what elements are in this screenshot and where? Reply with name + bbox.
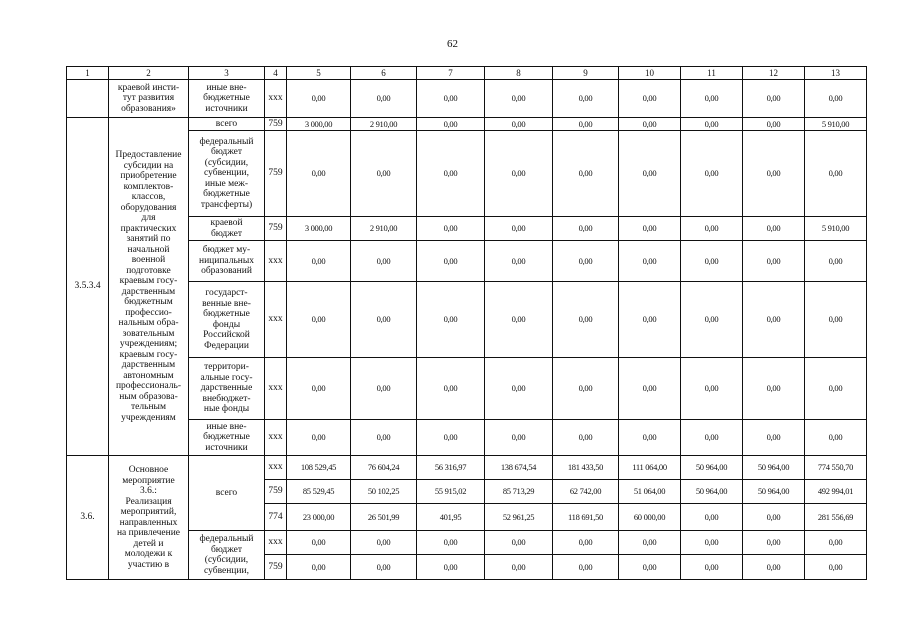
value-cell: 0,00 [681, 282, 743, 358]
value-cell: 0,00 [553, 118, 619, 131]
value-cell: 2 910,00 [351, 118, 417, 131]
table-row [67, 80, 867, 118]
value-cell: 0,00 [553, 131, 619, 217]
value-cell: 5 910,00 [805, 217, 867, 241]
measure-name-cell: Основное мероприятие 3.6.: Реализация мероприятий, направленных на привлечение детей и молодежи к участию в [109, 456, 189, 580]
code-cell: 759 [265, 217, 287, 241]
value-cell: 0,00 [553, 241, 619, 282]
value-cell: 0,00 [619, 282, 681, 358]
value-cell: 0,00 [417, 358, 485, 420]
value-cell: 0,00 [681, 531, 743, 555]
value-cell: 0,00 [743, 282, 805, 358]
value-cell: 0,00 [681, 118, 743, 131]
value-cell: 5 910,00 [805, 118, 867, 131]
value-cell: 0,00 [805, 420, 867, 456]
value-cell: 0,00 [681, 504, 743, 531]
funding-source-cell: краевой бюджет [189, 217, 265, 241]
funding-source-cell: иные вне- бюджетные источники [189, 420, 265, 456]
value-cell: 0,00 [619, 358, 681, 420]
value-cell: 0,00 [485, 241, 553, 282]
value-cell: 56 316,97 [417, 456, 485, 480]
value-cell: 0,00 [351, 531, 417, 555]
value-cell: 0,00 [287, 131, 351, 217]
value-cell: 0,00 [681, 131, 743, 217]
value-cell: 0,00 [417, 420, 485, 456]
value-cell: 0,00 [485, 80, 553, 118]
value-cell: 0,00 [417, 80, 485, 118]
value-cell: 0,00 [553, 80, 619, 118]
row-number-cell: 3.6. [67, 456, 109, 580]
header-cell: 12 [743, 67, 805, 80]
value-cell: 52 961,25 [485, 504, 553, 531]
value-cell: 0,00 [351, 131, 417, 217]
code-cell: ххх [265, 241, 287, 282]
value-cell: 0,00 [743, 118, 805, 131]
value-cell: 0,00 [553, 358, 619, 420]
value-cell: 0,00 [743, 241, 805, 282]
value-cell: 0,00 [743, 131, 805, 217]
value-cell: 111 064,00 [619, 456, 681, 480]
value-cell: 0,00 [553, 555, 619, 580]
value-cell: 0,00 [805, 555, 867, 580]
table-row [67, 456, 867, 480]
funding-source-cell: всего [189, 118, 265, 131]
funding-source-cell: федеральный бюджет (субсидии, субвенции, иные меж- бюджетные трансферты) [189, 131, 265, 217]
code-cell: ххх [265, 80, 287, 118]
value-cell: 0,00 [619, 217, 681, 241]
value-cell: 0,00 [287, 80, 351, 118]
value-cell: 0,00 [287, 358, 351, 420]
value-cell: 0,00 [351, 420, 417, 456]
value-cell: 0,00 [743, 555, 805, 580]
value-cell: 0,00 [743, 504, 805, 531]
value-cell: 0,00 [351, 241, 417, 282]
value-cell: 0,00 [681, 420, 743, 456]
code-cell: 774 [265, 504, 287, 531]
value-cell: 0,00 [805, 241, 867, 282]
value-cell: 181 433,50 [553, 456, 619, 480]
value-cell: 0,00 [351, 555, 417, 580]
value-cell: 0,00 [485, 420, 553, 456]
value-cell: 55 915,02 [417, 480, 485, 504]
value-cell: 0,00 [681, 80, 743, 118]
header-cell: 6 [351, 67, 417, 80]
measure-name-cell: краевой инсти- тут развития образования» [109, 80, 189, 118]
budget-table [66, 66, 867, 580]
value-cell: 0,00 [417, 131, 485, 217]
page-number: 62 [447, 38, 458, 50]
value-cell: 0,00 [743, 217, 805, 241]
value-cell: 2 910,00 [351, 217, 417, 241]
value-cell: 118 691,50 [553, 504, 619, 531]
value-cell: 401,95 [417, 504, 485, 531]
value-cell: 76 604,24 [351, 456, 417, 480]
value-cell: 85 713,29 [485, 480, 553, 504]
header-cell: 7 [417, 67, 485, 80]
value-cell: 60 000,00 [619, 504, 681, 531]
value-cell: 0,00 [485, 555, 553, 580]
value-cell: 0,00 [417, 118, 485, 131]
value-cell: 138 674,54 [485, 456, 553, 480]
code-cell: 759 [265, 480, 287, 504]
value-cell: 0,00 [805, 80, 867, 118]
value-cell: 0,00 [619, 131, 681, 217]
value-cell: 0,00 [485, 118, 553, 131]
value-cell: 51 064,00 [619, 480, 681, 504]
header-row [67, 67, 867, 80]
value-cell: 0,00 [485, 282, 553, 358]
value-cell: 0,00 [417, 241, 485, 282]
value-cell: 0,00 [743, 420, 805, 456]
value-cell: 0,00 [485, 131, 553, 217]
value-cell: 0,00 [287, 420, 351, 456]
funding-source-cell: государст- венные вне- бюджетные фонды Российской Федерации [189, 282, 265, 358]
value-cell: 0,00 [743, 531, 805, 555]
value-cell: 0,00 [681, 555, 743, 580]
value-cell: 0,00 [417, 217, 485, 241]
value-cell: 0,00 [417, 555, 485, 580]
funding-source-cell: бюджет му- ниципальных образований [189, 241, 265, 282]
header-cell: 9 [553, 67, 619, 80]
header-cell: 2 [109, 67, 189, 80]
value-cell: 0,00 [553, 282, 619, 358]
value-cell: 3 000,00 [287, 217, 351, 241]
table-row [67, 118, 867, 131]
value-cell: 0,00 [743, 358, 805, 420]
value-cell: 0,00 [553, 420, 619, 456]
measure-name-cell: Предоставление субсидии на приобретение комплектов- классов, оборудования для практических занятий по начальной военной подготовке краевым госу- дарственным бюджетным профессио- нальным обра- зовательным учреждениям; краевым госу- дарственным автономным профессиональ- ным образова- тельным учреждениям [109, 118, 189, 456]
code-cell: ххх [265, 456, 287, 480]
header-cell: 8 [485, 67, 553, 80]
value-cell: 0,00 [805, 282, 867, 358]
header-cell: 5 [287, 67, 351, 80]
value-cell: 0,00 [619, 241, 681, 282]
value-cell: 0,00 [485, 358, 553, 420]
header-cell: 3 [189, 67, 265, 80]
value-cell: 0,00 [485, 531, 553, 555]
funding-source-cell: территори- альные госу- дарственные внебюджет- ные фонды [189, 358, 265, 420]
value-cell: 0,00 [681, 217, 743, 241]
funding-source-cell: иные вне- бюджетные источники [189, 80, 265, 118]
value-cell: 281 556,69 [805, 504, 867, 531]
funding-source-cell: всего [189, 456, 265, 531]
value-cell: 50 964,00 [681, 480, 743, 504]
value-cell: 0,00 [619, 118, 681, 131]
code-cell: 759 [265, 555, 287, 580]
value-cell: 108 529,45 [287, 456, 351, 480]
header-cell: 4 [265, 67, 287, 80]
value-cell: 0,00 [351, 80, 417, 118]
header-cell: 13 [805, 67, 867, 80]
code-cell: ххх [265, 358, 287, 420]
value-cell: 0,00 [619, 80, 681, 118]
value-cell: 0,00 [287, 555, 351, 580]
funding-source-cell: федеральный бюджет (субсидии, субвенции, [189, 531, 265, 580]
value-cell: 0,00 [681, 358, 743, 420]
value-cell: 0,00 [417, 531, 485, 555]
value-cell: 62 742,00 [553, 480, 619, 504]
value-cell: 0,00 [287, 241, 351, 282]
value-cell: 50 964,00 [681, 456, 743, 480]
value-cell: 0,00 [805, 531, 867, 555]
value-cell: 0,00 [287, 531, 351, 555]
value-cell: 3 000,00 [287, 118, 351, 131]
value-cell: 0,00 [681, 241, 743, 282]
code-cell: ххх [265, 282, 287, 358]
value-cell: 0,00 [805, 358, 867, 420]
code-cell: 759 [265, 118, 287, 131]
value-cell: 774 550,70 [805, 456, 867, 480]
value-cell: 50 964,00 [743, 480, 805, 504]
value-cell: 85 529,45 [287, 480, 351, 504]
row-number-cell: 3.5.3.4 [67, 118, 109, 456]
code-cell: 759 [265, 131, 287, 217]
value-cell: 0,00 [619, 420, 681, 456]
value-cell: 0,00 [417, 282, 485, 358]
value-cell: 0,00 [619, 531, 681, 555]
value-cell: 0,00 [553, 531, 619, 555]
value-cell: 0,00 [351, 358, 417, 420]
value-cell: 0,00 [619, 555, 681, 580]
header-cell: 10 [619, 67, 681, 80]
row-number-cell [67, 80, 109, 118]
code-cell: ххх [265, 420, 287, 456]
value-cell: 0,00 [485, 217, 553, 241]
value-cell: 0,00 [743, 80, 805, 118]
value-cell: 50 964,00 [743, 456, 805, 480]
value-cell: 492 994,01 [805, 480, 867, 504]
value-cell: 23 000,00 [287, 504, 351, 531]
value-cell: 0,00 [287, 282, 351, 358]
code-cell: ххх [265, 531, 287, 555]
header-cell: 1 [67, 67, 109, 80]
value-cell: 0,00 [351, 282, 417, 358]
value-cell: 26 501,99 [351, 504, 417, 531]
value-cell: 0,00 [805, 131, 867, 217]
value-cell: 0,00 [553, 217, 619, 241]
value-cell: 50 102,25 [351, 480, 417, 504]
header-cell: 11 [681, 67, 743, 80]
